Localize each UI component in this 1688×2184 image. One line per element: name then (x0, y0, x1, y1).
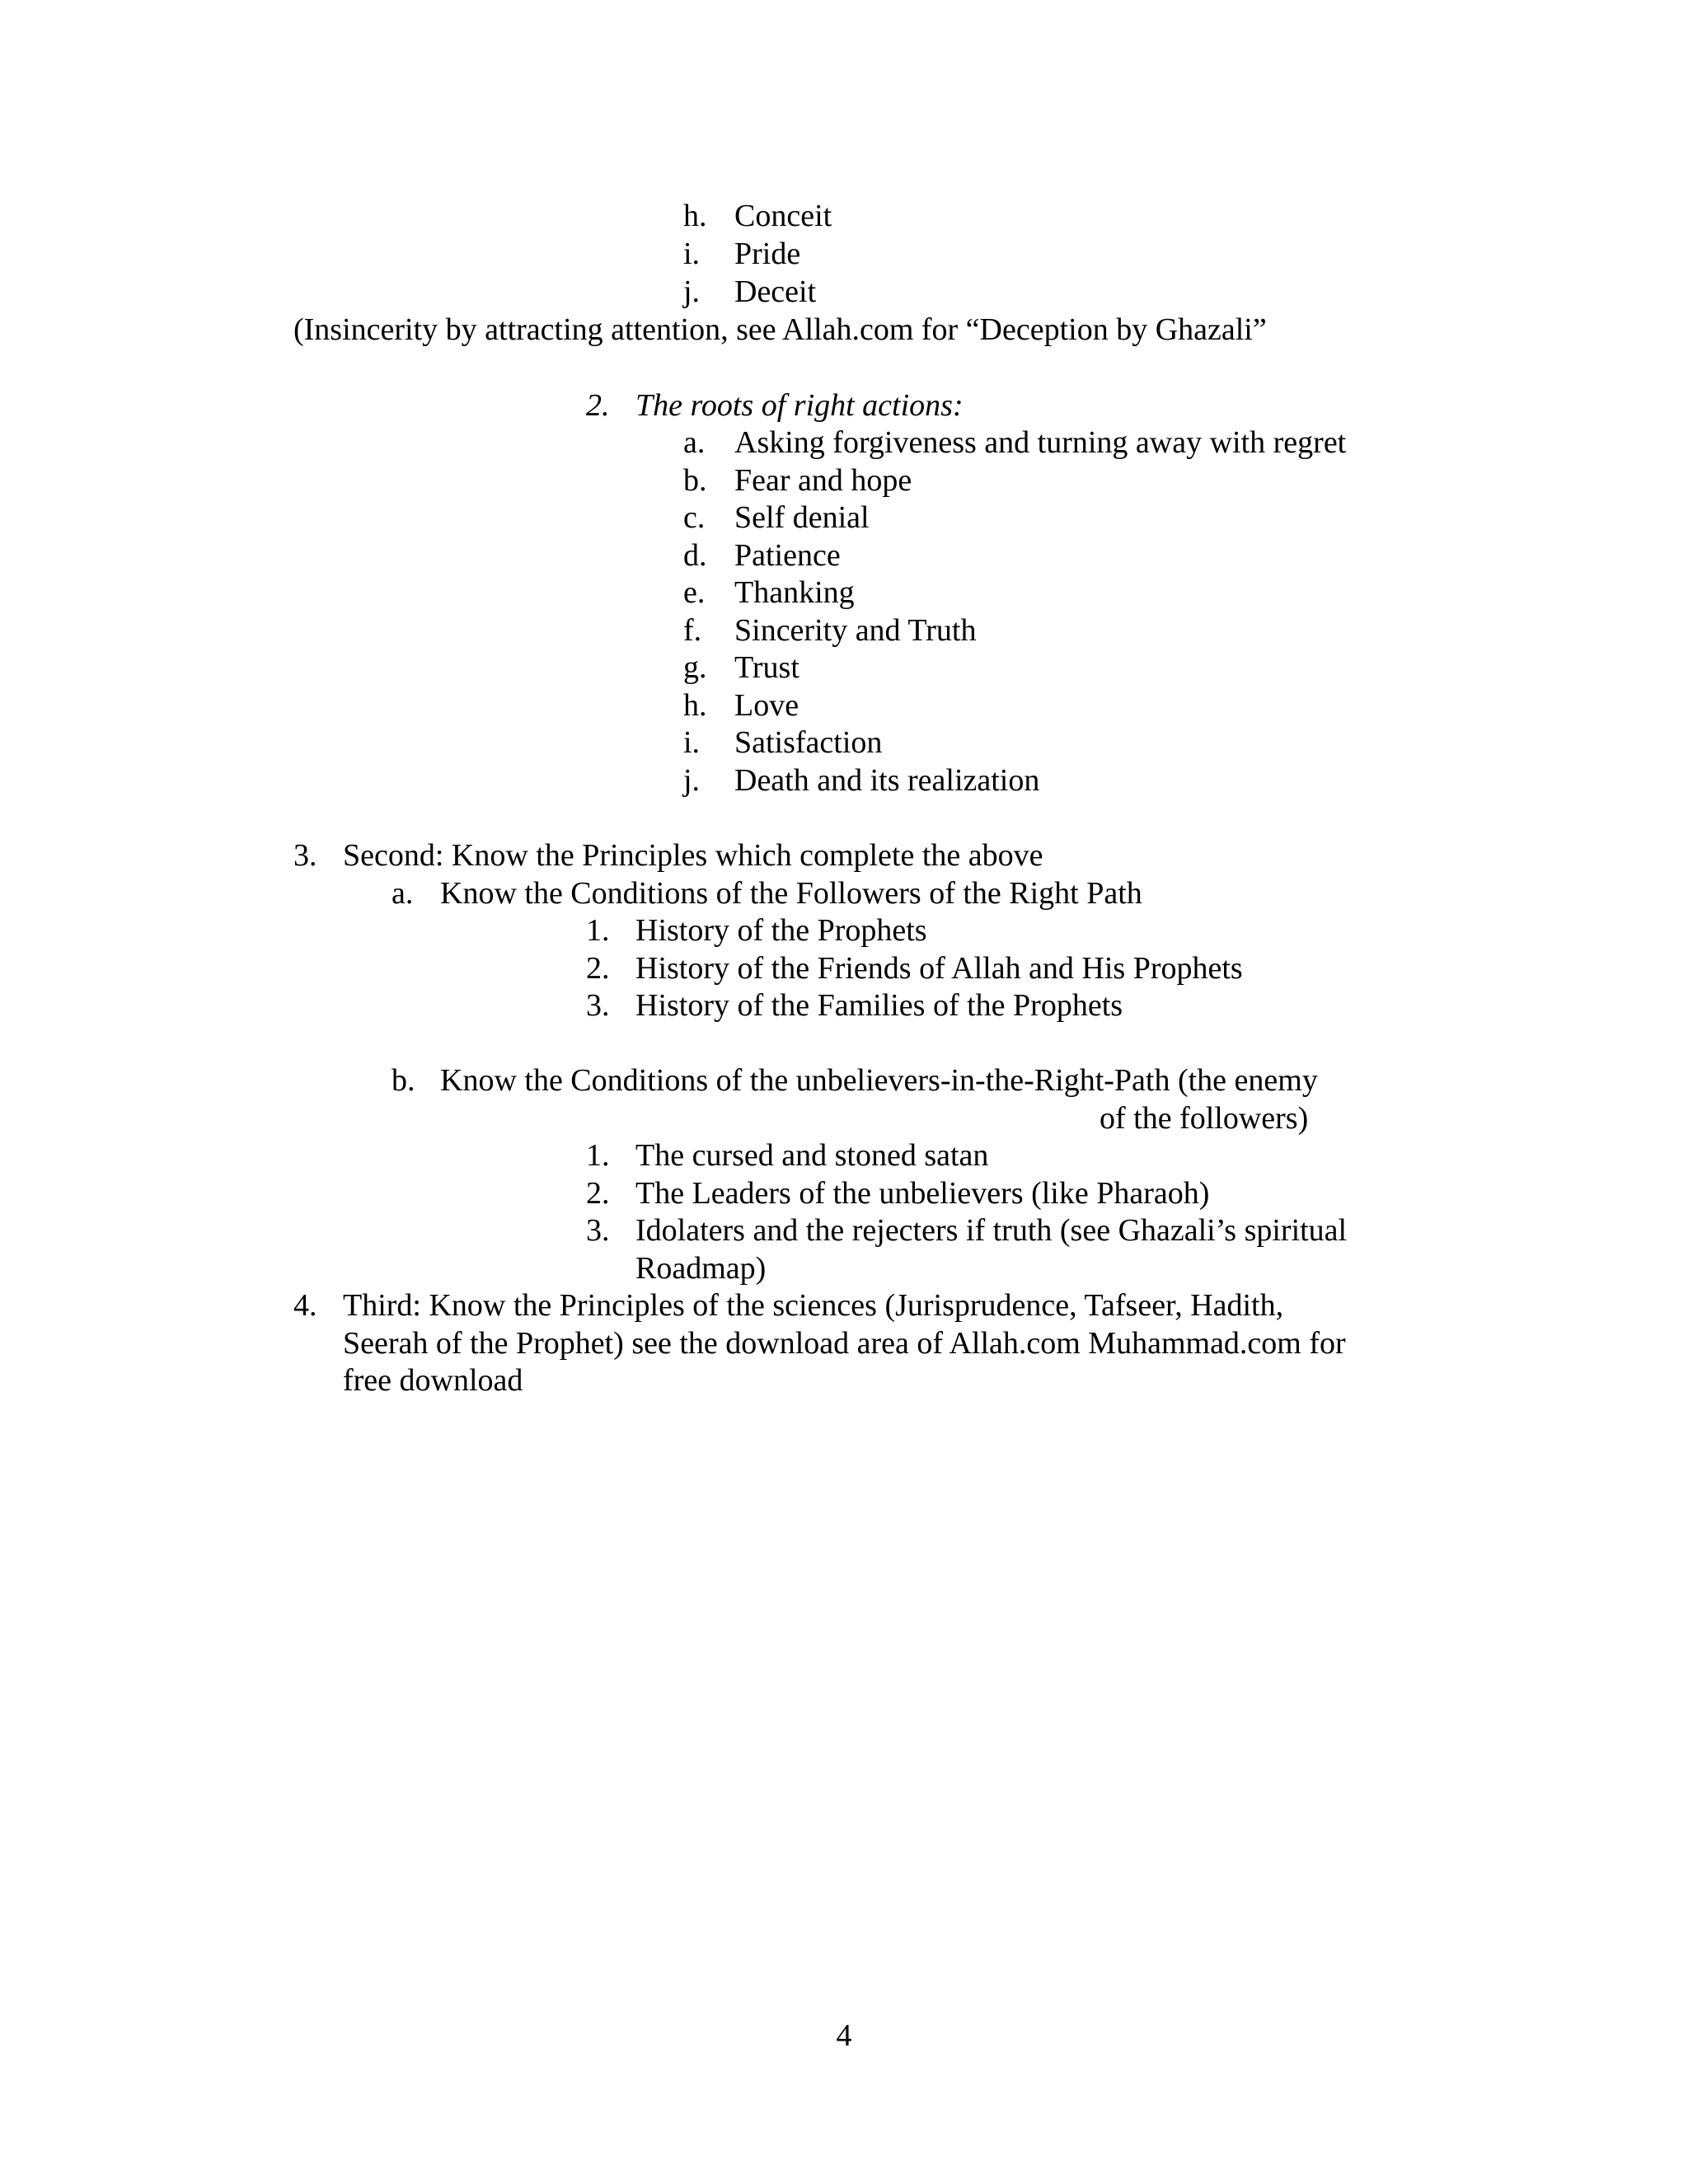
list-text: Pride (734, 237, 801, 271)
list-marker: 1. (586, 913, 610, 948)
list-text: Idolaters and the rejecters if truth (see Ghazali’s spiritual (635, 1213, 1348, 1248)
list-marker: b. (683, 463, 707, 498)
note-text: (Insincerity by attracting attention, see Allah.com for “Deception by Ghazali” (293, 312, 1267, 347)
list-text: Asking forgiveness and turning away with regret (734, 425, 1347, 460)
section-text: Know the Conditions of the Followers of the Right Path (440, 876, 1142, 911)
list-text: Self denial (734, 500, 870, 535)
list-marker: j. (683, 274, 701, 309)
page-number: 4 (836, 2018, 852, 2053)
list-text: History of the Friends of Allah and His Prophets (635, 951, 1243, 986)
list-text: The Leaders of the unbelievers (like Pharaoh) (635, 1176, 1210, 1211)
section-text: free download (343, 1363, 523, 1398)
section-text: Know the Conditions of the unbelievers-in-the-Right-Path (the enemy (440, 1063, 1318, 1098)
list-marker: e. (683, 575, 706, 610)
list-marker: 3. (293, 838, 317, 873)
list-text: Thanking (734, 575, 855, 610)
list-marker: a. (392, 876, 414, 911)
list-text: Love (734, 688, 799, 723)
list-text: Death and its realization (734, 763, 1040, 798)
list-marker: d. (683, 538, 707, 573)
list-marker: 3. (586, 1213, 610, 1248)
list-text: Sincerity and Truth (734, 613, 977, 648)
list-marker: 3. (586, 988, 610, 1023)
list-text-cont: Roadmap) (635, 1251, 767, 1286)
list-text: Fear and hope (734, 463, 912, 498)
list-marker: b. (392, 1063, 415, 1098)
list-text: History of the Prophets (635, 913, 927, 948)
list-text: Trust (734, 650, 799, 685)
list-marker: g. (683, 650, 707, 685)
list-text: History of the Families of the Prophets (635, 988, 1123, 1023)
section-text-cont: of the followers) (1100, 1101, 1309, 1136)
list-marker: h. (683, 199, 707, 233)
list-text: Deceit (734, 274, 817, 309)
list-text: The cursed and stoned satan (635, 1138, 989, 1173)
list-text: Patience (734, 538, 841, 573)
list-marker: 2. (586, 951, 610, 986)
section-text: Seerah of the Prophet) see the download area of Allah.com Muhammad.com for (343, 1326, 1346, 1361)
list-marker: j. (683, 763, 701, 798)
list-text: Conceit (734, 199, 832, 233)
list-marker: 2. (586, 388, 610, 423)
section-text: Third: Know the Principles of the sciences (Jurisprudence, Tafseer, Hadith, (343, 1288, 1284, 1323)
section-text: Second: Know the Principles which complete the above (343, 838, 1043, 873)
list-marker: a. (683, 425, 706, 460)
list-marker: f. (683, 613, 702, 648)
heading-text: The roots of right actions: (635, 388, 964, 423)
list-marker: 4. (293, 1288, 317, 1323)
list-marker: i. (683, 725, 701, 760)
list-marker: c. (683, 500, 706, 535)
list-marker: i. (683, 237, 701, 271)
list-text: Satisfaction (734, 725, 883, 760)
list-marker: 2. (586, 1176, 610, 1211)
list-marker: h. (683, 688, 707, 723)
list-marker: 1. (586, 1138, 610, 1173)
